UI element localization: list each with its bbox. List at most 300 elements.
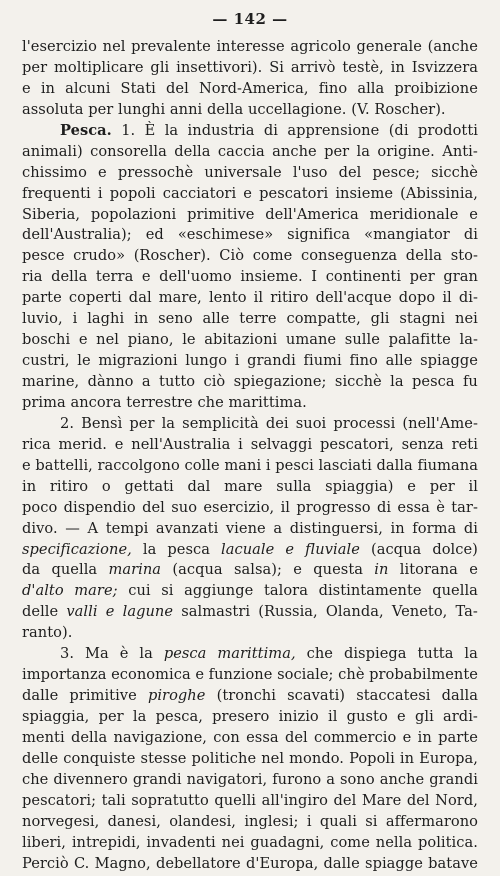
word: inglesi; xyxy=(244,812,299,830)
word: i xyxy=(265,456,271,474)
word: politica. xyxy=(417,833,478,851)
word: della xyxy=(70,728,108,746)
word: valli xyxy=(66,603,98,621)
word: funzione xyxy=(208,666,273,684)
text-line xyxy=(22,561,478,582)
word: selvaggi xyxy=(250,435,313,453)
word: frequenti xyxy=(22,184,91,202)
text-line xyxy=(22,541,478,562)
word: animali) xyxy=(22,142,83,160)
word: l'uso xyxy=(292,163,328,181)
word: ancora xyxy=(70,393,122,411)
word: nel xyxy=(102,38,126,55)
word: dell'acque xyxy=(315,289,392,307)
word: lento xyxy=(208,289,247,307)
word: mani xyxy=(224,456,262,474)
word: in xyxy=(390,519,405,537)
word: Roscher). xyxy=(374,100,446,118)
word: per xyxy=(409,268,435,286)
word: del xyxy=(338,163,362,181)
text-line xyxy=(22,855,478,876)
word: parte xyxy=(22,289,62,307)
word: della xyxy=(51,268,88,286)
word: specificazione, xyxy=(22,540,132,558)
word: Anti- xyxy=(442,142,478,160)
word: dalla xyxy=(441,687,478,705)
word: lacuale xyxy=(221,540,275,558)
word: piroghe xyxy=(147,687,206,705)
word: danesi, xyxy=(107,812,161,830)
word: ria xyxy=(22,268,43,286)
word: fino xyxy=(318,79,348,97)
word: — xyxy=(65,519,80,537)
word: di xyxy=(376,498,392,516)
word: quella xyxy=(432,582,478,600)
word: che xyxy=(197,393,224,411)
word: fiumana xyxy=(417,456,478,474)
word: e xyxy=(469,561,478,579)
word: per xyxy=(88,100,114,118)
word: la xyxy=(464,645,478,663)
word: pressochè xyxy=(117,163,194,181)
word: È xyxy=(144,121,156,139)
word: la xyxy=(356,142,370,160)
word: mare; xyxy=(74,582,118,600)
word: abitazioni xyxy=(204,331,278,349)
word: ritiro xyxy=(270,289,309,307)
word: affermarono xyxy=(385,812,478,830)
word: tar- xyxy=(451,498,478,516)
word: (acqua xyxy=(172,561,223,579)
word: Si xyxy=(269,58,284,76)
word: migrazioni xyxy=(98,352,178,370)
word: dell'uomo xyxy=(159,268,232,286)
word: (V. xyxy=(351,100,370,118)
word: Veneto, xyxy=(391,603,448,621)
word: salmastri xyxy=(181,603,251,621)
word: 1. xyxy=(121,121,136,139)
word: in xyxy=(134,310,149,328)
word: marittima. xyxy=(228,393,307,411)
word: e xyxy=(98,163,107,181)
word: processi xyxy=(333,414,396,432)
word: (anche xyxy=(427,38,478,55)
word: gran xyxy=(443,268,478,286)
text-line xyxy=(22,331,478,352)
word: è xyxy=(119,645,129,663)
word: batave xyxy=(428,854,478,872)
word: il xyxy=(280,498,290,516)
word: generale xyxy=(356,38,422,55)
word: tempi xyxy=(105,519,149,537)
word: il xyxy=(253,289,264,307)
word: di- xyxy=(458,289,478,307)
word: viene xyxy=(225,519,266,537)
word: I xyxy=(311,268,318,286)
word: talora xyxy=(263,582,308,600)
word: e xyxy=(22,456,31,474)
word: popoli xyxy=(109,184,156,202)
word: dalla xyxy=(376,456,413,474)
word: di xyxy=(463,519,478,537)
word: intrepidi, xyxy=(71,833,141,851)
word: Nord-America, xyxy=(198,79,309,97)
word: (nell'Ame- xyxy=(402,414,478,432)
word: battelli, xyxy=(35,456,93,474)
word: le xyxy=(77,352,91,370)
book-page xyxy=(22,0,478,872)
word: terrestre xyxy=(126,393,193,411)
word: Ciò xyxy=(219,247,245,265)
text-line xyxy=(22,289,478,310)
word: pesce xyxy=(22,247,65,265)
text-line xyxy=(22,38,478,59)
word: pesca, xyxy=(155,708,203,725)
word: custri, xyxy=(22,352,70,370)
word: (acqua xyxy=(370,540,422,558)
word: o xyxy=(101,477,111,495)
text-line xyxy=(22,457,478,478)
word: dànno xyxy=(87,373,134,390)
word: sono xyxy=(340,770,375,788)
word: alla xyxy=(357,79,385,97)
text-line xyxy=(22,582,478,603)
text-line xyxy=(22,645,478,666)
text-line xyxy=(22,352,478,373)
word: liberi, xyxy=(22,833,66,851)
word: significa xyxy=(287,226,351,244)
word: sopratutto xyxy=(131,791,209,809)
word: primitive xyxy=(69,687,137,705)
word: Mare xyxy=(361,791,402,809)
word: distintamente xyxy=(318,582,422,600)
text-line xyxy=(22,164,478,185)
word: fu xyxy=(462,373,478,390)
word: anche xyxy=(379,770,425,788)
word: marittima, xyxy=(217,645,296,663)
word: forma xyxy=(412,519,457,537)
word: importanza xyxy=(22,666,107,684)
word: nei xyxy=(221,833,245,851)
word: senza xyxy=(401,435,444,453)
word: la- xyxy=(459,331,478,349)
text-line xyxy=(22,813,478,834)
word: e xyxy=(195,666,205,684)
word: aggiunge xyxy=(184,582,254,600)
word: Nord, xyxy=(435,791,478,809)
word: A xyxy=(87,519,99,537)
word: le xyxy=(182,331,196,349)
word: (di xyxy=(388,121,409,139)
word: è xyxy=(436,498,445,516)
word: per xyxy=(98,708,124,725)
word: rica xyxy=(22,435,51,453)
word: nel xyxy=(96,331,120,349)
word: la xyxy=(164,121,179,139)
word: pesci xyxy=(275,456,314,474)
word: in xyxy=(417,728,432,746)
word: lasciati xyxy=(318,456,372,474)
word: e xyxy=(285,540,295,558)
word: alcuni xyxy=(65,79,111,97)
word: ciò xyxy=(203,373,226,390)
word: fluviale xyxy=(305,540,360,558)
word: esercizio, xyxy=(203,498,275,516)
word: luvio, xyxy=(22,310,63,328)
word: i xyxy=(306,812,312,830)
word: marine, xyxy=(22,373,80,390)
word: nella xyxy=(375,833,413,851)
word: il xyxy=(468,477,478,495)
word: navigazione, xyxy=(113,728,207,746)
text-line xyxy=(22,415,478,436)
word: Isvizzera xyxy=(411,58,478,76)
word: coperti xyxy=(68,289,122,307)
word: conquiste xyxy=(63,749,136,767)
word: pescatori; xyxy=(22,791,97,809)
word: a xyxy=(141,373,151,390)
word: per xyxy=(129,414,155,432)
word: parte xyxy=(438,728,478,746)
word: a xyxy=(326,770,336,788)
word: di xyxy=(263,121,278,139)
word: nel xyxy=(261,749,285,767)
word: e xyxy=(78,331,88,349)
word: d'Europa, xyxy=(245,854,319,872)
word: di xyxy=(463,226,478,244)
word: e xyxy=(105,603,115,621)
word: spiegazione; xyxy=(233,373,327,390)
word: politiche xyxy=(191,749,257,767)
word: 3. xyxy=(60,645,75,663)
text-line xyxy=(22,729,478,750)
word: essa xyxy=(397,498,430,516)
word: crudo» xyxy=(73,247,126,265)
word: debellatore xyxy=(155,854,241,872)
word: e xyxy=(469,205,478,223)
word: stagni xyxy=(399,310,446,328)
word: e xyxy=(407,477,416,495)
word: avanzati xyxy=(155,519,219,537)
word: da xyxy=(22,561,41,579)
word: invadenti xyxy=(146,833,216,851)
word: gettati xyxy=(124,477,174,495)
word: in xyxy=(390,58,405,76)
word: semplicità xyxy=(182,414,259,432)
word: i xyxy=(72,310,78,328)
text-line xyxy=(22,206,478,227)
word: spiagge xyxy=(365,854,423,872)
word: boschi xyxy=(22,331,71,349)
word: per xyxy=(429,477,455,495)
word: del xyxy=(142,498,165,516)
word: Europa, xyxy=(419,749,478,767)
word: industria xyxy=(187,121,255,139)
word: del xyxy=(166,79,189,97)
word: dal xyxy=(187,477,211,495)
word: del xyxy=(333,791,357,809)
word: sto- xyxy=(450,247,478,265)
word: continenti xyxy=(325,268,402,286)
word: colle xyxy=(184,456,220,474)
word: per xyxy=(324,142,350,160)
word: pesce; xyxy=(372,163,420,181)
text-line xyxy=(22,750,478,771)
word: Stati xyxy=(120,79,156,97)
word: dispendio xyxy=(63,498,136,516)
text-line xyxy=(22,101,478,122)
word: chè xyxy=(338,666,365,684)
word: interesse xyxy=(216,38,285,55)
word: sicchè xyxy=(431,163,478,181)
word: della xyxy=(174,142,211,160)
word: C. xyxy=(73,854,90,872)
word: navigatori, xyxy=(186,770,268,788)
word: delle xyxy=(22,603,59,621)
word: pesca xyxy=(167,540,210,558)
word: dopo xyxy=(398,289,436,307)
word: quali xyxy=(319,812,357,830)
word: chissimo xyxy=(22,163,87,181)
word: primitive xyxy=(187,205,255,223)
word: i xyxy=(238,435,243,453)
text-line xyxy=(22,59,478,80)
word: popolazioni xyxy=(90,205,177,223)
word: scavati) xyxy=(287,687,346,705)
word: insettivori). xyxy=(176,58,263,76)
word: apprensione xyxy=(287,121,380,139)
word: ardi- xyxy=(443,708,478,725)
text-line xyxy=(22,792,478,813)
word: all'ingiro xyxy=(261,791,328,809)
word: pescatori xyxy=(259,184,329,202)
text-line xyxy=(22,520,478,541)
word: e xyxy=(293,561,302,579)
word: che xyxy=(306,645,333,663)
word: i xyxy=(234,352,240,370)
word: dei xyxy=(265,414,289,432)
word: Ma xyxy=(85,645,109,663)
word: Perciò xyxy=(22,854,69,872)
word: mondo. xyxy=(289,749,344,767)
word: divo. xyxy=(22,519,58,537)
word: mare xyxy=(224,477,263,495)
word: probabilmente xyxy=(369,666,478,684)
word: Pesca. xyxy=(60,121,112,139)
text-line xyxy=(22,603,478,624)
word: Popoli xyxy=(349,749,395,767)
word: dell'America xyxy=(265,205,359,223)
word: stesse xyxy=(140,749,187,767)
word: del xyxy=(406,791,430,809)
word: guadagni, xyxy=(250,833,325,851)
word: lungo xyxy=(185,352,228,370)
word: conseguenza xyxy=(300,247,398,265)
word: dispiega xyxy=(343,645,407,663)
word: ritiro xyxy=(49,477,89,495)
word: e xyxy=(243,184,252,202)
word: agricolo xyxy=(290,38,351,55)
word: Bensì xyxy=(81,414,123,432)
word: merid. xyxy=(58,435,107,453)
word: alle xyxy=(385,352,413,370)
word: sicchè xyxy=(334,373,382,390)
word: sulla xyxy=(276,477,312,495)
word: prima xyxy=(22,393,66,411)
text-line xyxy=(22,771,478,792)
word: poco xyxy=(22,498,58,516)
word: la xyxy=(132,708,147,725)
word: spiaggia) xyxy=(325,477,394,495)
word: quella xyxy=(51,561,98,579)
word: Olanda, xyxy=(325,603,384,621)
word: il xyxy=(328,708,338,725)
word: grandi xyxy=(247,352,296,370)
word: fino xyxy=(349,352,378,370)
page-number: — 142 — xyxy=(212,10,288,28)
word: la xyxy=(142,540,157,558)
word: 2. xyxy=(60,414,75,432)
word: d'alto xyxy=(22,582,64,600)
word: spiaggia, xyxy=(22,708,90,725)
word: palafitte xyxy=(388,331,451,349)
word: grandi xyxy=(132,770,182,788)
word: questa xyxy=(313,561,363,579)
word: meridionale xyxy=(369,205,459,223)
word: litorana xyxy=(399,561,458,579)
text-line xyxy=(22,247,478,268)
word: dalle xyxy=(323,854,360,872)
word: menti xyxy=(22,728,65,746)
word: pesca xyxy=(163,645,207,663)
word: commercio xyxy=(314,728,397,746)
word: salsa); xyxy=(233,561,282,579)
word: dalle xyxy=(22,687,59,705)
word: delle xyxy=(22,749,59,767)
word: norvegesi, xyxy=(22,812,100,830)
word: uccellagione. xyxy=(247,100,347,118)
word: alle xyxy=(202,310,230,328)
word: in xyxy=(22,477,37,495)
word: olandesi, xyxy=(169,812,236,830)
word: Siberia, xyxy=(22,205,81,223)
word: laghi xyxy=(87,310,125,328)
word: terre xyxy=(239,310,277,328)
word: mare, xyxy=(158,289,202,307)
word: la xyxy=(161,414,176,432)
word: pescatori, xyxy=(320,435,394,453)
word: suoi xyxy=(295,414,327,432)
text-line xyxy=(22,226,478,247)
word: consorella xyxy=(90,142,167,160)
word: sulle xyxy=(344,331,380,349)
word: moltiplicare xyxy=(53,58,144,76)
word: e xyxy=(397,708,406,725)
word: (Russia, xyxy=(258,603,318,621)
word: dal xyxy=(128,289,152,307)
word: progresso xyxy=(296,498,371,516)
word: economica xyxy=(111,666,191,684)
word: spiagge xyxy=(420,352,478,370)
word: dell'Australia); xyxy=(22,226,132,244)
word: lagune xyxy=(122,603,174,621)
word: e xyxy=(114,435,124,453)
word: reti xyxy=(451,435,478,453)
word: gli xyxy=(370,310,390,328)
text-line xyxy=(22,122,478,143)
word: compatte, xyxy=(286,310,361,328)
word: testè, xyxy=(342,58,384,76)
